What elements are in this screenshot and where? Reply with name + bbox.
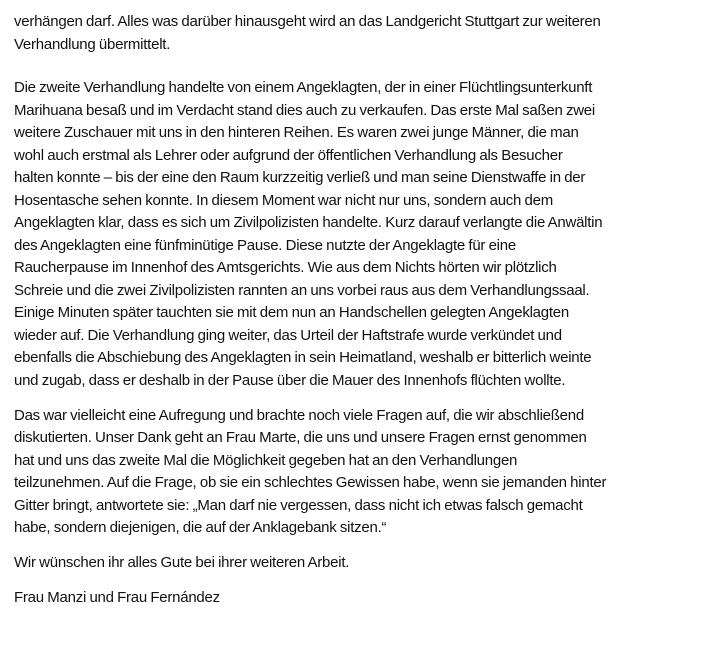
paragraph-second-hearing (14, 77, 716, 392)
text-line: und zugab, dass er deshalb in der Pause über die Mauer des Innenhofs flüchten wollte. (14, 371, 566, 389)
text-line: Raucherpause im Innenhof des Amtsgerichts. Wie aus dem Nichts hörten wir plötzlich (14, 259, 557, 276)
text-line: wohl auch erstmal als Lehrer oder aufgrund der öffentlichen Verhandlung als Besucher (14, 146, 563, 164)
text-line: des Angeklagten eine fünfminütige Pause. Diese nutzte der Angeklagte für eine (14, 236, 516, 254)
paragraph-discussion (14, 405, 716, 540)
text-line: teilzunehmen. Auf die Frage, ob sie ein schlechtes Gewissen habe, wenn sie jemanden hinter (14, 474, 607, 491)
text-line: weitere Zuschauer mit uns in den hinteren Reihen. Es waren zwei junge Männer, die man (14, 124, 579, 141)
text-line: verhängen darf. Alles was darüber hinausgeht wird an das Landgericht Stuttgart zur weiteren (14, 13, 601, 30)
text-line: ebenfalls die Abschiebung des Angeklagten in sein Heimatland, weshalb er bitterlich weinte (14, 349, 592, 366)
text-line: wieder auf. Die Verhandlung ging weiter, das Urteil der Haftstrafe wurde verkündet und (14, 326, 562, 344)
document-body (14, 11, 716, 622)
text-line: habe, sondern diejenigen, die auf der Anklagebank sitzen.“ (14, 519, 387, 536)
text-line: Marihuana besaß und im Verdacht stand dies auch zu verkaufen. Das erste Mal saßen zwei (14, 101, 595, 119)
text-line: Hosentasche sehen konnte. In diesem Moment war nicht nur uns, sondern auch dem (14, 191, 553, 209)
text-line: Schreie und die zwei Zivilpolizisten rannten an uns vorbei raus aus dem Verhandlungssaal. (14, 281, 590, 299)
text-line: Wir wünschen ihr alles Gute bei ihrer weiteren Arbeit. (14, 554, 350, 571)
text-line: hat und uns das zweite Mal die Möglichkeit gegeben hat an den Verhandlungen (14, 451, 518, 469)
text-line: Gitter bringt, antwortete sie: „Man darf nie vergessen, dass nicht ich etwas falsch gemacht (14, 496, 583, 514)
text-line: Das war vielleicht eine Aufregung und brachte noch viele Fragen auf, die wir abschließend (14, 406, 584, 424)
text-line: Frau Manzi und Frau Fernández (14, 589, 220, 606)
text-line: Einige Minuten später tauchten sie mit dem nun an Handschellen gelegten Angeklagten (14, 304, 569, 321)
paragraph-wishes (14, 552, 716, 575)
signature (14, 587, 716, 610)
text-line: Angeklagten klar, dass es sich um Zivilpolizisten handelte. Kurz darauf verlangte die Anwältin (14, 214, 603, 231)
text-line: Die zweite Verhandlung handelte von einem Angeklagten, der in einer Flüchtlingsunterkunft (14, 79, 593, 96)
text-line: halten konnte – bis der eine den Raum kurzzeitig verließ und man seine Dienstwaffe in der (14, 169, 586, 186)
text-line: diskutierten. Unser Dank geht an Frau Marte, die uns und unsere Fragen ernst genommen (14, 429, 587, 446)
paragraph-continuation (14, 11, 716, 56)
text-line: Verhandlung übermittelt. (14, 35, 171, 53)
